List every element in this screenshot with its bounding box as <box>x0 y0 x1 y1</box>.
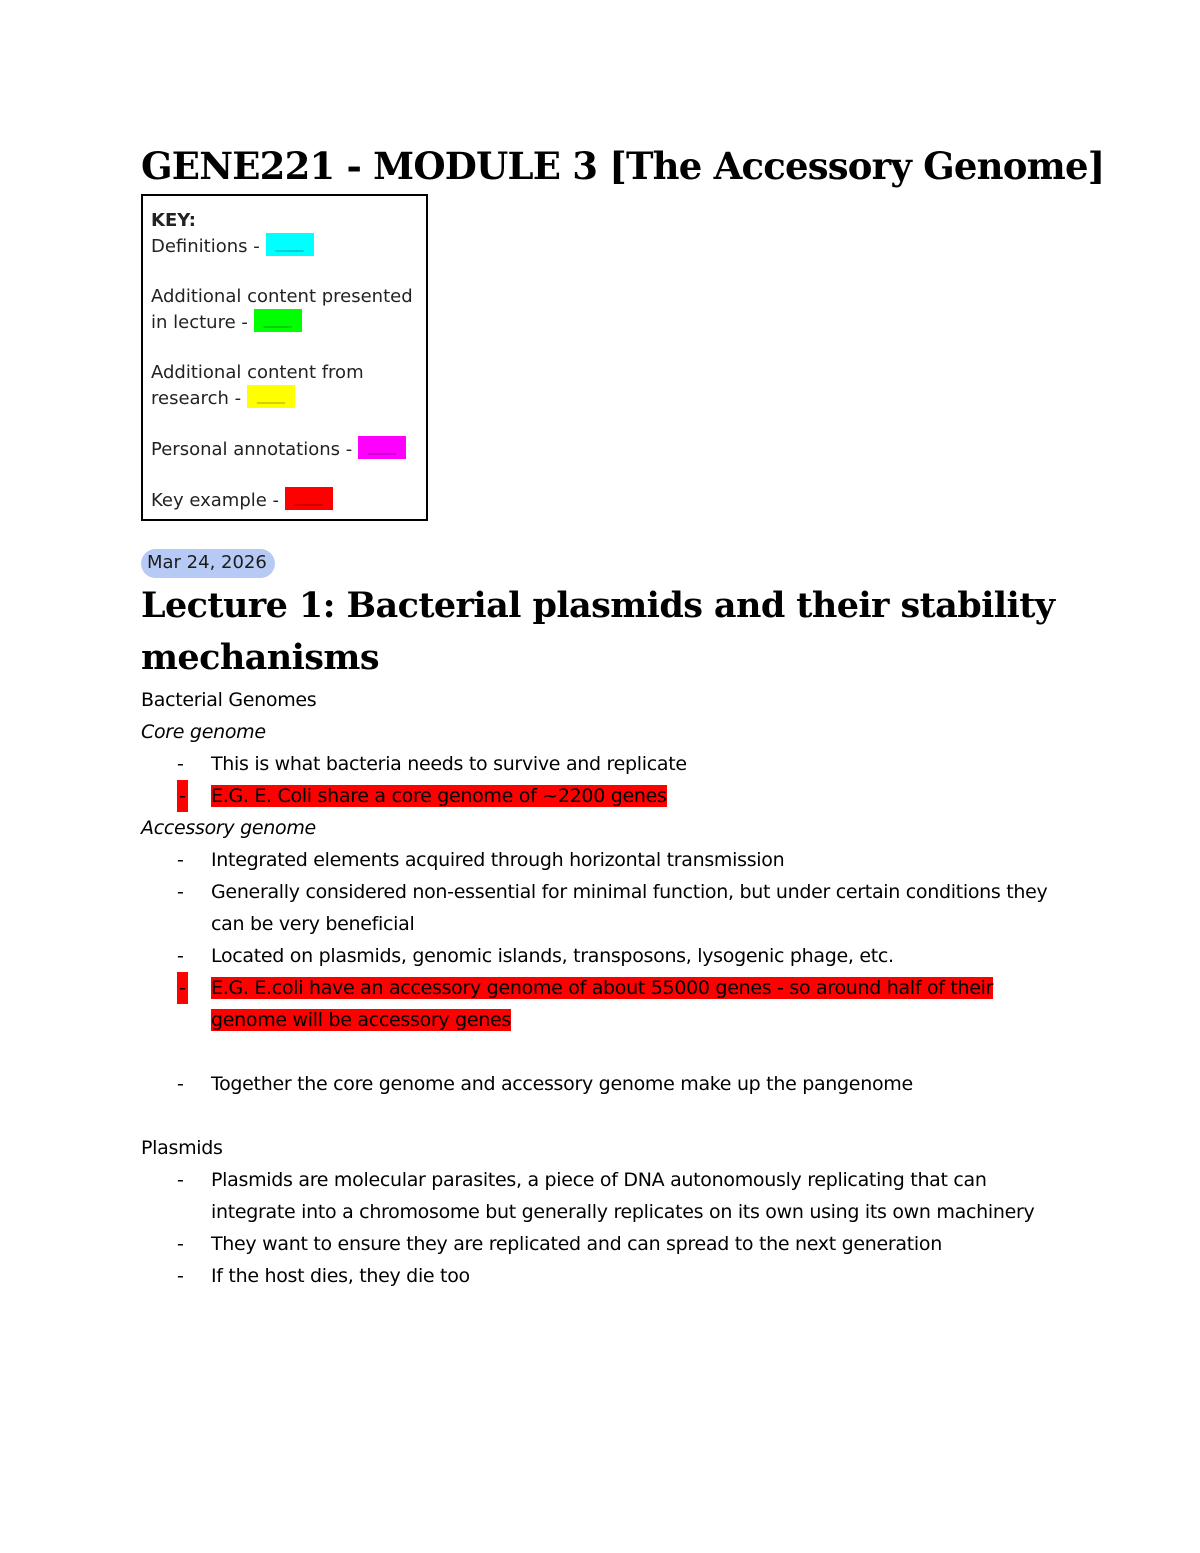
red-swatch: ____ <box>285 487 333 510</box>
section-heading-bacterial-genomes: Bacterial Genomes <box>141 689 317 711</box>
cyan-swatch: ____ <box>266 233 314 256</box>
list-item: - Plasmids are molecular parasites, a piece of DNA autonomously replicating that can integrate into a chromosome but generally replicates on its own using its own machinery <box>177 1169 1035 1223</box>
list-item: - Generally considered non-essential for minimal function, but under certain conditions they can be very beneficial <box>177 881 1048 935</box>
spacer <box>141 1036 1061 1068</box>
yellow-swatch: ____ <box>247 385 295 408</box>
date-chip[interactable]: Mar 24, 2026 <box>141 549 275 578</box>
accessory-genome-list <box>141 844 1061 1036</box>
subheading-core-genome: Core genome <box>141 721 266 743</box>
pangenome-list <box>141 1068 1061 1100</box>
lecture-title: Lecture 1: Bacterial plasmids and their stability mechanisms <box>141 585 1055 678</box>
core-genome-list <box>141 748 1061 812</box>
plasmids-list <box>141 1164 1061 1292</box>
key-item-definitions: Definitions - ____ <box>151 233 418 259</box>
key-item-research-content: Additional content from research - ____ <box>151 362 364 409</box>
magenta-swatch: ____ <box>358 436 406 459</box>
list-item: - Located on plasmids, genomic islands, transposons, lysogenic phage, etc. <box>177 945 894 967</box>
document-page <box>141 140 1105 1292</box>
list-item: - Together the core genome and accessory genome make up the pangenome <box>177 1073 913 1095</box>
green-swatch: ____ <box>254 309 302 332</box>
list-item-key-example: - E.G. E. Coli share a core genome of ~2200 genes <box>141 780 1061 812</box>
document-title: GENE221 - MODULE 3 [The Accessory Genome] <box>141 144 1105 188</box>
section-heading-plasmids: Plasmids <box>141 1137 223 1159</box>
color-key-box <box>141 194 428 521</box>
list-item-key-example: - E.G. E.coli have an accessory genome of about 55000 genes - so around half of their genome will be accessory genes <box>141 972 1061 1036</box>
key-item-personal-annotations: Personal annotations - ____ <box>151 436 418 462</box>
list-item: - If the host dies, they die too <box>177 1265 470 1287</box>
key-heading: KEY: <box>151 210 196 231</box>
subheading-accessory-genome: Accessory genome <box>141 817 316 839</box>
spacer <box>141 1100 1061 1132</box>
list-item: - This is what bacteria needs to survive and replicate <box>177 753 687 775</box>
list-item: - Integrated elements acquired through horizontal transmission <box>177 849 785 871</box>
key-item-key-example: Key example - ____ <box>151 487 418 513</box>
list-item: - They want to ensure they are replicated and can spread to the next generation <box>177 1233 942 1255</box>
key-item-lecture-content: Additional content presented in lecture - ____ <box>151 286 413 333</box>
